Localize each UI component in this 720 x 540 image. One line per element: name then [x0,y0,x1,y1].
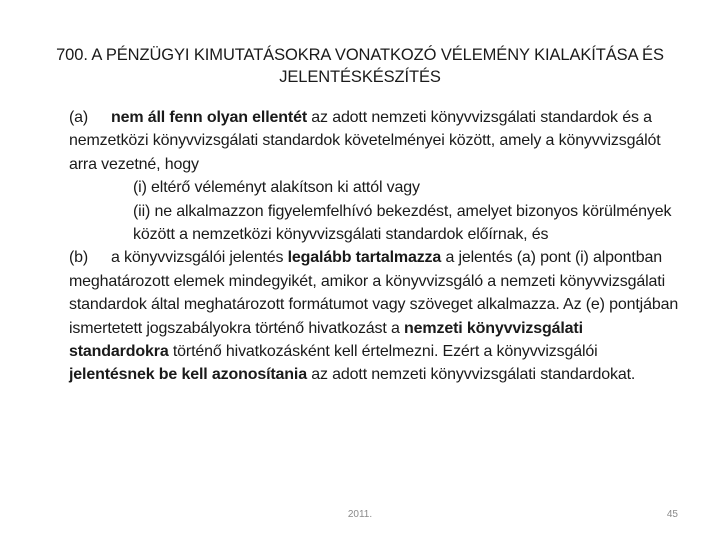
title-line-1: 700. A PÉNZÜGYI KIMUTATÁSOKRA VONATKOZÓ VÉLEMÉNY KIALAKÍTÁSA ÉS [56,46,664,64]
paragraph-a-text: az adott nemzeti könyvvizsgálati standardok és a nemzetközi könyvvizsgálati standardok követelményei között, amely a könyvvizsgálót arra vezetné, hogy [69,109,661,173]
slide-body [69,106,681,387]
slide-title [40,44,680,88]
paragraph-a-label: (a) [69,109,89,126]
list-item-i: (i) eltérő véleményt alakítson ki attól vagy [133,179,420,197]
paragraph-a [69,106,681,176]
paragraph-b [69,246,681,386]
paragraph-b-text-1: a könyvvizsgálói jelentés [111,249,288,267]
paragraph-b-text-2: a jelentés (a) pont (i) alpontban meghatározott elemek mindegyikét, amikor a könyvvizsgáló a nemzeti könyvvizsgálati standardok által meghatározott formátumot vagy szöveget alkalmazza. Az (e) pontjában ismertetett jogszabályokra történő hivatkozást a [69,249,679,337]
paragraph-a-bold: nem áll fenn olyan ellentét [111,109,307,126]
paragraph-b-bold-1: legalább tartalmazza [287,249,442,267]
paragraph-b-bold-2: nemzeti könyvvizsgálati standardokra [69,319,583,361]
list-item-ii: (ii) ne alkalmazzon figyelemfelhívó bekezdést, amelyet bizonyos körülmények között a nemzetközi könyvvizsgálati standardok előírnak, és [133,202,672,244]
footer-year: 2011. [347,509,373,520]
paragraph-b-label: (b) [69,249,89,267]
page-number: 45 [666,509,678,520]
paragraph-b-text-3: történő hivatkozásként kell értelmezni. Ezért a könyvvizsgálói [168,343,598,361]
paragraph-b-bold-3: jelentésnek be kell azonosítania [69,366,307,384]
title-line-2: JELENTÉSKÉSZÍTÉS [279,68,441,86]
paragraph-b-text-4: az adott nemzeti könyvvizsgálati standardokat. [306,366,636,384]
